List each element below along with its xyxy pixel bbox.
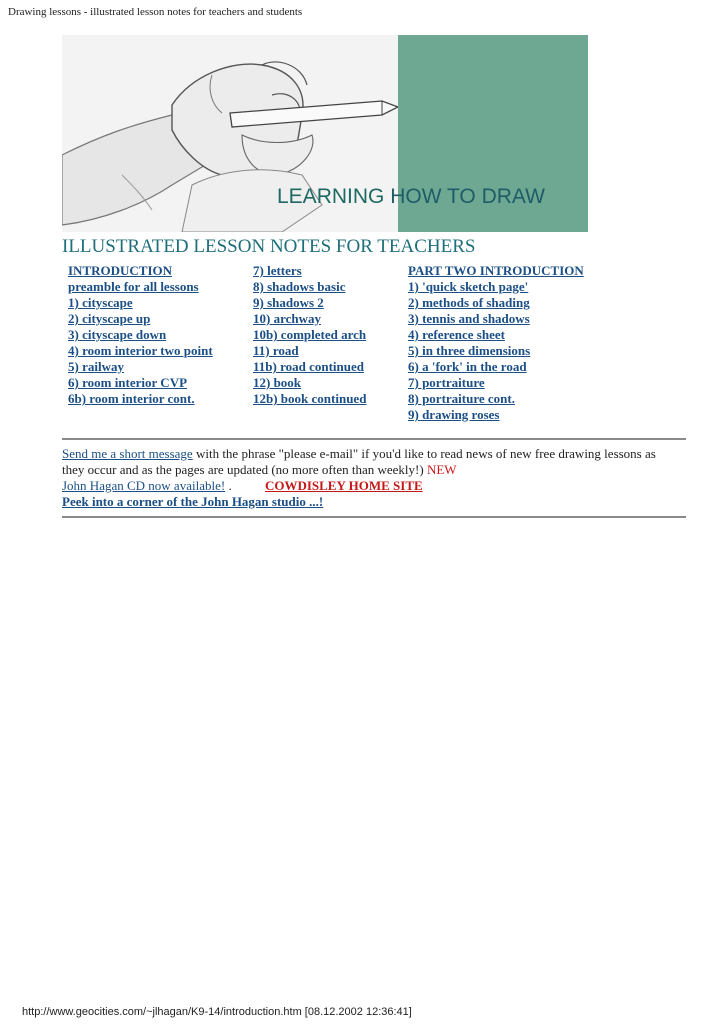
lesson-link[interactable]: PART TWO INTRODUCTION (408, 263, 584, 278)
message-text: with the phrase "please e-mail" if you'd like to read news of new free drawing lessons as they occur and as the pages are updated (no more often than weekly!) (62, 446, 656, 477)
lesson-link[interactable]: 12b) book continued (253, 391, 367, 406)
lesson-link[interactable]: 9) shadows 2 (253, 295, 324, 310)
lesson-link[interactable]: preamble for all lessons (68, 279, 199, 294)
lesson-link[interactable]: 3) cityscape down (68, 327, 167, 342)
lesson-link[interactable]: 12) book (253, 375, 302, 390)
banner-title (277, 185, 545, 209)
lesson-link[interactable]: 11b) road continued (253, 359, 365, 374)
banner-title-part1: LEARNING (277, 185, 391, 208)
lesson-link[interactable]: 2) cityscape up (68, 311, 151, 326)
lesson-link[interactable]: 1) 'quick sketch page' (408, 279, 529, 294)
print-footer: http://www.geocities.com/~jlhagan/K9-14/introduction.htm [08.12.2002 12:36:41] (22, 1006, 412, 1018)
lesson-link[interactable]: 10) archway (253, 311, 322, 326)
lesson-link[interactable]: 6) room interior CVP (68, 375, 188, 390)
cowdisley-home-link[interactable]: COWDISLEY HOME SITE (264, 478, 423, 493)
studio-link[interactable]: Peek into a corner of the John Hagan studio ...! (62, 494, 324, 509)
lesson-link[interactable]: 5) in three dimensions (408, 343, 531, 358)
lesson-column-3 (408, 263, 584, 423)
lesson-link[interactable]: 4) reference sheet (408, 327, 505, 342)
banner (62, 35, 588, 232)
divider (62, 438, 686, 440)
print-header: Drawing lessons - illustrated lesson notes for teachers and students (8, 6, 303, 18)
new-label: NEW (426, 462, 457, 477)
lesson-link[interactable]: 6b) room interior cont. (68, 391, 195, 406)
lesson-link[interactable]: 9) drawing roses (408, 407, 500, 422)
lesson-link[interactable]: 7) letters (253, 263, 302, 278)
lesson-link[interactable]: 11) road (253, 343, 299, 358)
lesson-link[interactable]: 10b) completed arch (253, 327, 367, 342)
divider (62, 516, 686, 518)
lesson-column-2 (253, 263, 366, 407)
newsletter-message (62, 446, 662, 494)
studio-link-wrap (62, 494, 323, 510)
lesson-link[interactable]: INTRODUCTION (68, 263, 173, 278)
page-title: ILLUSTRATED LESSON NOTES FOR TEACHERS (62, 236, 476, 257)
lesson-link[interactable]: 6) a 'fork' in the road (408, 359, 527, 374)
lesson-link[interactable]: 5) railway (68, 359, 124, 374)
separator-text: . (225, 478, 232, 493)
lesson-link[interactable]: 7) portraiture (408, 375, 485, 390)
lesson-link[interactable]: 3) tennis and shadows (408, 311, 530, 326)
lesson-link[interactable]: 8) portraiture cont. (408, 391, 515, 406)
lesson-link[interactable]: 8) shadows basic (253, 279, 346, 294)
lesson-link[interactable]: 4) room interior two point (68, 343, 213, 358)
banner-title-part2: HOW TO DRAW (390, 185, 545, 208)
lesson-column-1 (68, 263, 213, 407)
send-message-link[interactable]: Send me a short message (62, 446, 193, 461)
lesson-link[interactable]: 2) methods of shading (408, 295, 530, 310)
cd-available-link[interactable]: John Hagan CD now available! (62, 478, 226, 493)
lesson-link[interactable]: 1) cityscape (68, 295, 133, 310)
